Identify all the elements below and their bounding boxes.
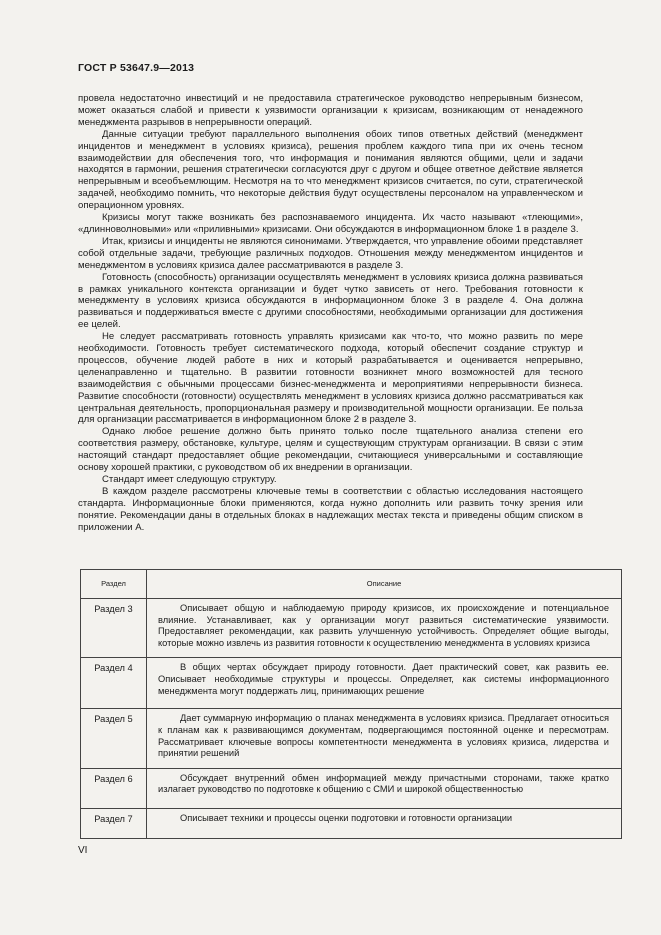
table-header-row [81,570,622,599]
table-row [81,808,622,838]
description-text: Дает суммарную информацию о планах менеджмента в условиях кризиса. Предлагает относиться к планам как к развивающимся документам, подвергающимся постоянной оценке и пересмотрам. Рассматривает ключевые вопросы компетентности менеджмента в условиях кризиса, лидерства и принятии решений [158,713,609,759]
paragraph: Данные ситуации требуют параллельного выполнения обоих типов ответных действий (менеджмент инцидентов и менеджмент в условиях кризиса), решения проблем каждого типа при их очень тесном взаимодействии для обеспечения того, что информация и понимания являются общими, цели и задачи находятся в гармонии, решения стратегически согласуются друг с другом и общее ответное действие является непрерывным и всеобъемлющим. Несмотря на то что менеджмент кризисов считается, по сути, стратегической задачей, необходимо помнить, что некоторые действия будут осуществлены персоналом на управленческом и операционном уровнях. [78,128,583,212]
column-header-description: Описание [147,570,622,599]
description-text: Обсуждает внутренний обмен информацией между причастными сторонами, также кратко излагает руководство по подготовке к общению с СМИ и широкой общественностью [158,772,609,795]
paragraph: Итак, кризисы и инциденты не являются синонимами. Утверждается, что управление обоими представляет собой отдельные задачи, требующие различных подходов. Отношения между менеджментом инцидентов и менеджментом в условиях кризиса далее рассматриваются в разделе 3. [78,235,583,271]
description-text: Описывает общую и наблюдаемую природу кризисов, их происхождение и потенциальное влияние. Устанавливает, как у организации могут развиться систематические уязвимости. Предоставляет рекомендации, как развить улучшенную устойчивость. Определяет общие выгоды, которые можно извлечь из развития готовности к осуществлению менеджмента в условиях кризиса [158,603,609,648]
description-text: В общих чертах обсуждает природу готовности. Дает практический совет, как развить ее. Описывает необходимые структуры и процессы. Определяет, как системы информационного менеджмента могут поддержать лиц, принимающих решение [158,662,609,696]
section-cell: Раздел 7 [81,808,147,838]
column-header-section: Раздел [81,570,147,599]
table-row [81,709,622,768]
description-cell [147,808,622,838]
table-row [81,658,622,709]
paragraph: Готовность (способность) организации осуществлять менеджмент в условиях кризиса должна развиваться в рамках уникального контекста организации и будет чутко зависеть от него. Требования готовности к менеджменту в условиях кризиса обсуждаются в информационном блоке 3 в разделе 4. Она должна развиваться и поддерживаться вместе с другими способностями, необходимыми организации для достижения ее целей. [78,271,583,331]
description-cell [147,599,622,658]
paragraph: Однако любое решение должно быть принято только после тщательного анализа степени его соответствия размеру, обстановке, культуре, целям и существующим структурам организации. В связи с этим настоящий стандарт предоставляет общие рекомендации, считающиеся универсальными и составляющие основу хорошей практики, с руководством об их внедрении в организации. [78,426,583,474]
description-cell [147,768,622,808]
section-cell: Раздел 6 [81,768,147,808]
section-cell: Раздел 5 [81,709,147,768]
table-row [81,599,622,658]
table-row [81,768,622,808]
section-cell: Раздел 4 [81,658,147,709]
paragraph: Стандарт имеет следующую структуру. [102,474,277,485]
paragraph: провела недостаточно инвестиций и не предоставила стратегическое руководство непрерывным бизнесом, может оказаться слабой и привести к уязвимости организации к кризисам, возникающим от ненадежного менеджмента разрывов в непрерывности операций. [78,93,583,128]
paragraph: Кризисы могут также возникать без распознаваемого инцидента. Их часто называют «тлеющими», «длинноволновыми» или «приливными» кризисами. Они обсуждаются в информационном блоке 1 в разделе 3. [78,212,583,235]
description-text: Описывает техники и процессы оценки подготовки и готовности организации [180,812,513,823]
structure-table [80,569,622,839]
paragraph: Не следует рассматривать готовность управлять кризисами как что-то, что можно развить по мере необходимости. Готовность требует систематического подхода, который обеспечит создание структур и процессов, обучение людей работе в них и который разрабатывается и оценивается непрерывно, целенаправленно и тщательно. В развитии готовности возникнет много возможностей для тесного взаимодействия с обычными процессами бизнес-менеджмента и мероприятиями непрерывности бизнеса. Развитие способности (готовности) осуществлять менеджмент в условиях кризиса должно рассматриваться как центральная деятельность, пропорциональная размеру и производительной мощности организации. Ее польза для организации рассматривается в информационном блоке 2 в разделе 3. [78,331,583,426]
document-header: ГОСТ Р 53647.9—2013 [78,62,195,74]
description-cell [147,709,622,768]
page-number: VI [78,845,88,856]
body-text [78,93,583,534]
description-cell [147,658,622,709]
section-cell: Раздел 3 [81,599,147,658]
paragraph: В каждом разделе рассмотрены ключевые темы в соответствии с областью исследования настоящего стандарта. Информационные блоки применяются, когда нужно дополнить или развить точку зрения или понятие. Рекомендации даны в отдельных блоках в надлежащих местах текста и приведены общим списком в приложении А. [78,485,583,533]
